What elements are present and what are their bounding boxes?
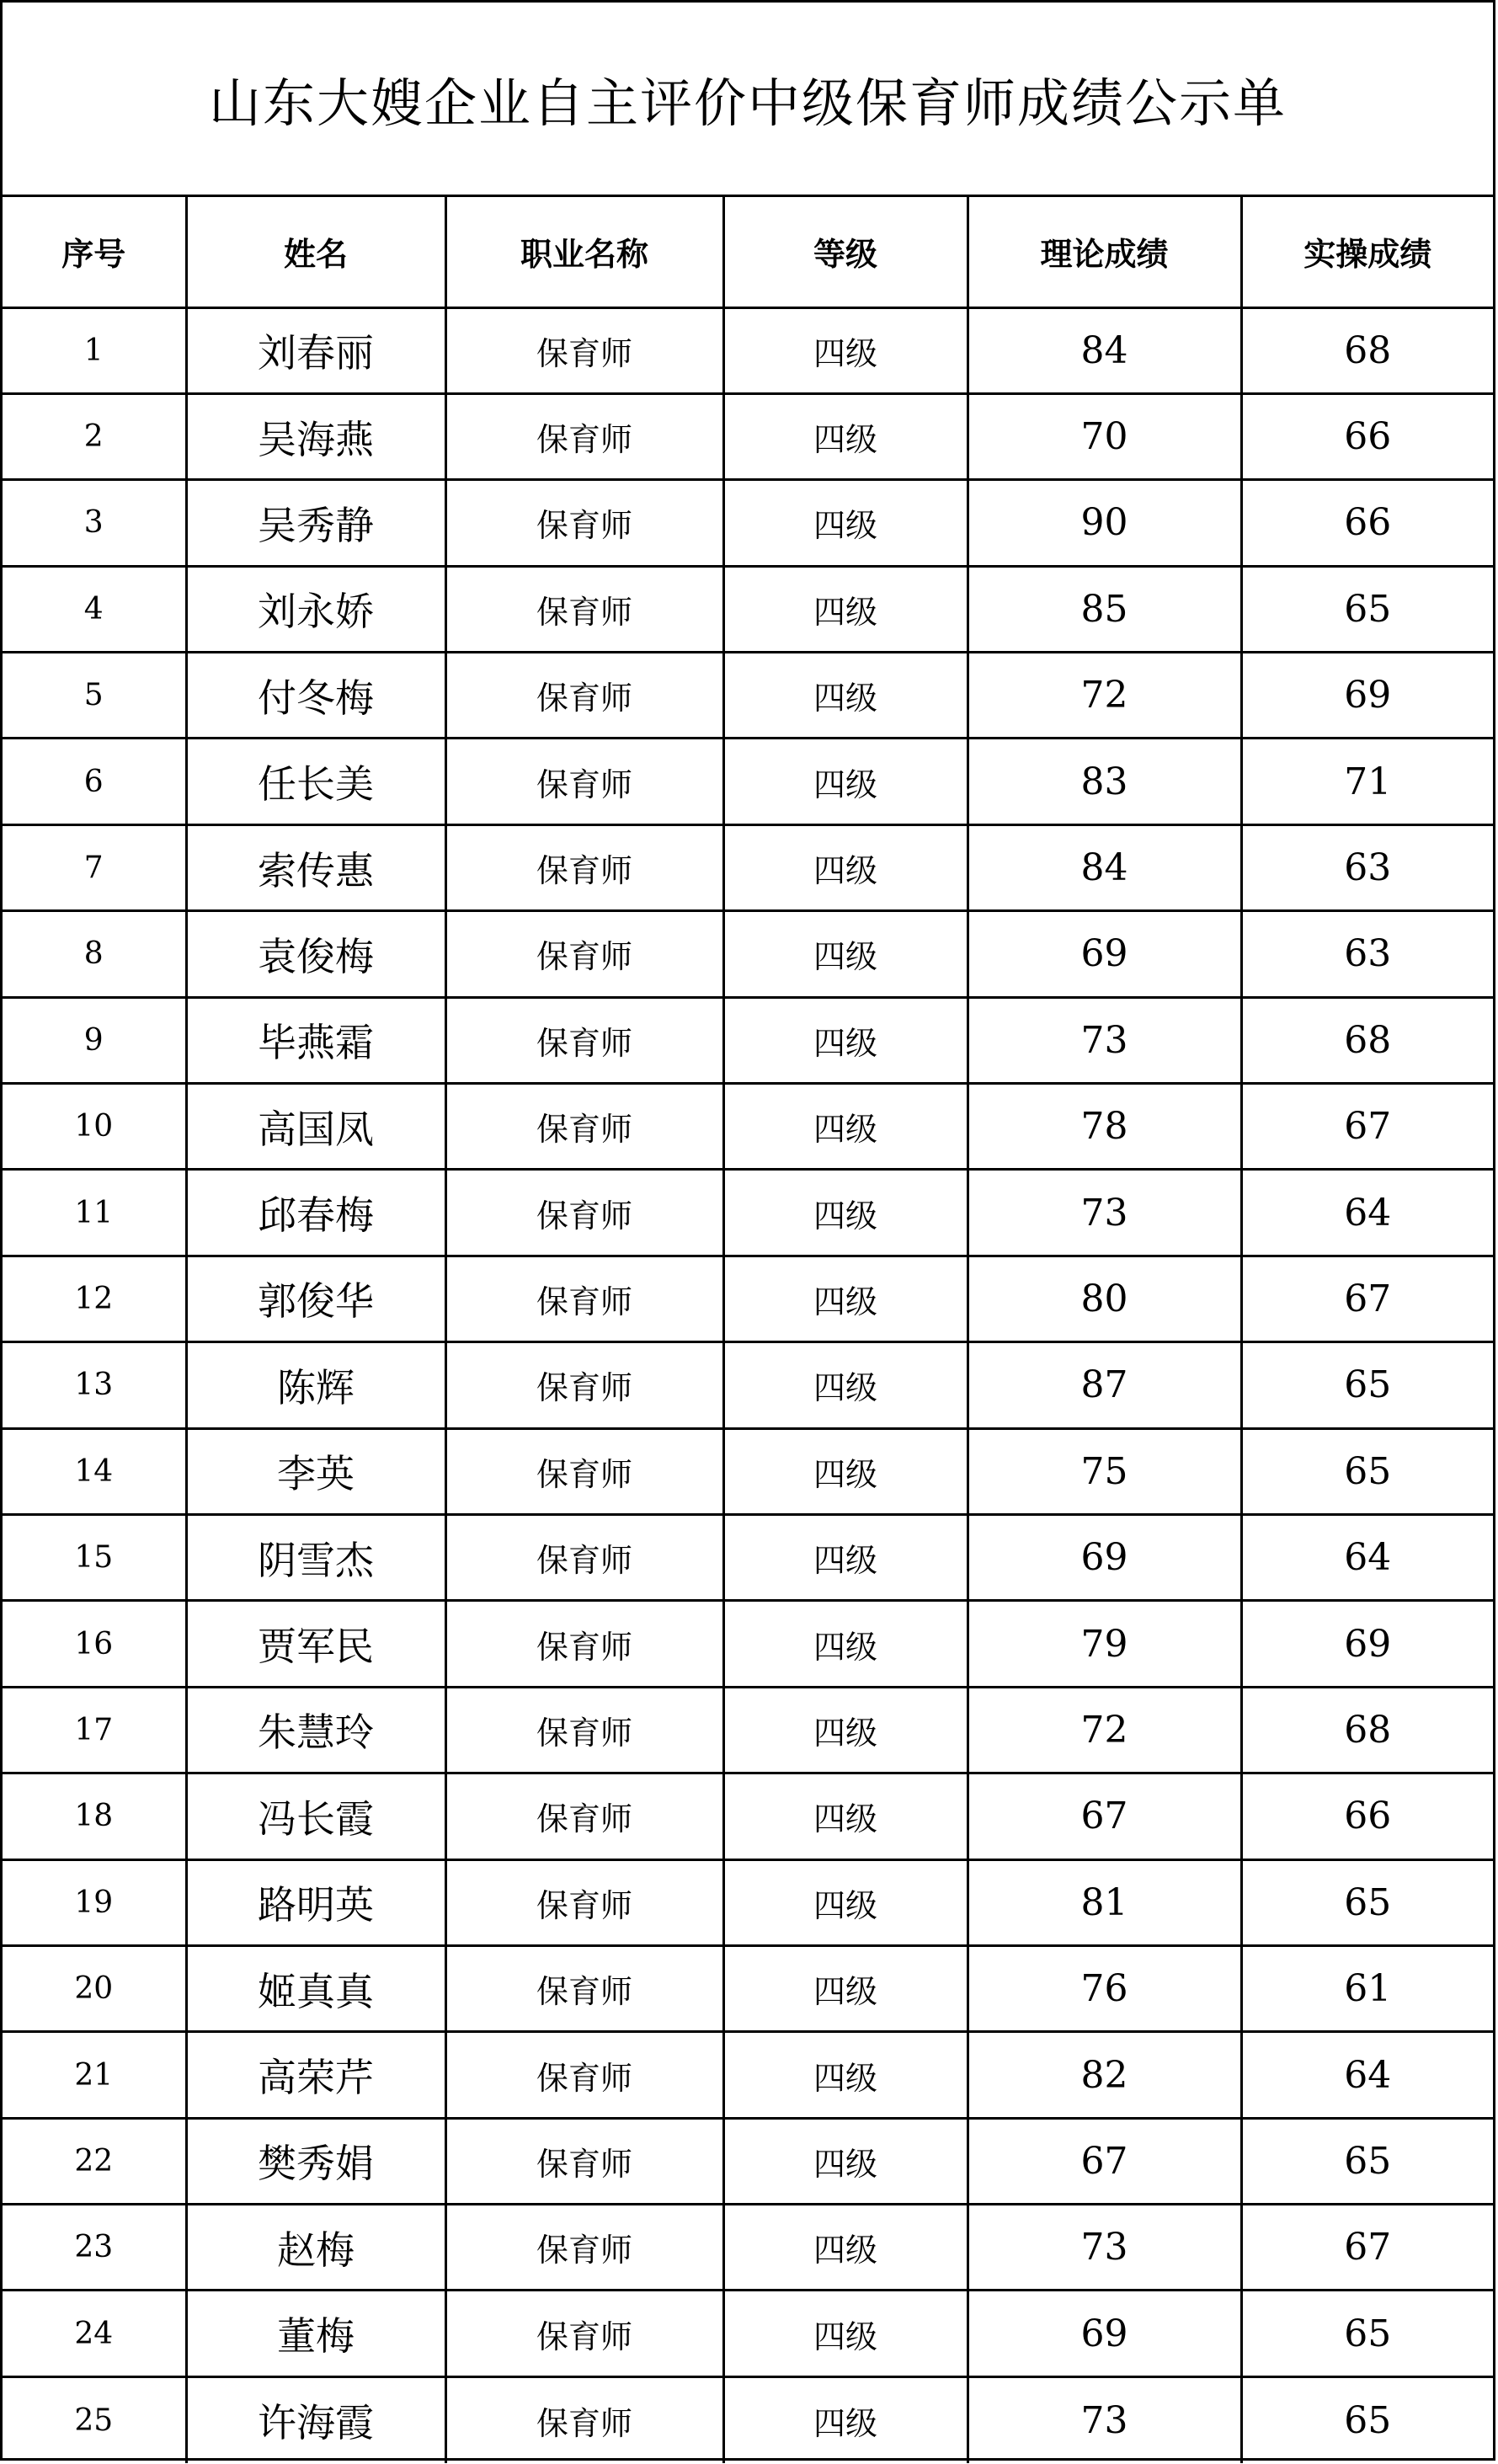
cell-name: 姬真真	[186, 1945, 445, 2031]
cell-theory-score: 72	[968, 653, 1241, 739]
cell-theory-score: 76	[968, 1945, 1241, 2031]
header-name: 姓名	[186, 197, 445, 307]
cell-seq: 9	[3, 997, 186, 1083]
table-row	[3, 911, 1493, 997]
cell-level: 四级	[723, 1342, 968, 1428]
table-row	[3, 739, 1493, 824]
table-row	[3, 1945, 1493, 2031]
cell-level: 四级	[723, 1859, 968, 1945]
cell-occupation: 保育师	[445, 1256, 723, 1341]
header-seq: 序号	[3, 197, 186, 307]
cell-occupation: 保育师	[445, 2376, 723, 2462]
cell-theory-score: 84	[968, 307, 1241, 393]
cell-seq: 7	[3, 824, 186, 910]
table-body	[3, 307, 1493, 2463]
cell-name: 任长美	[186, 739, 445, 824]
cell-occupation: 保育师	[445, 566, 723, 652]
cell-level: 四级	[723, 1687, 968, 1773]
table-row	[3, 307, 1493, 393]
cell-occupation: 保育师	[445, 824, 723, 910]
table-row	[3, 480, 1493, 566]
cell-level: 四级	[723, 997, 968, 1083]
cell-level: 四级	[723, 739, 968, 824]
cell-theory-score: 75	[968, 1428, 1241, 1514]
cell-occupation: 保育师	[445, 1687, 723, 1773]
cell-name: 邱春梅	[186, 1170, 445, 1256]
table-row	[3, 2032, 1493, 2118]
cell-level: 四级	[723, 2118, 968, 2204]
cell-theory-score: 73	[968, 2376, 1241, 2462]
cell-seq: 18	[3, 1773, 186, 1859]
cell-theory-score: 90	[968, 480, 1241, 566]
cell-seq: 15	[3, 1514, 186, 1600]
cell-practice-score: 65	[1241, 2118, 1493, 2204]
cell-occupation: 保育师	[445, 393, 723, 479]
header-practice-score: 实操成绩	[1241, 197, 1493, 307]
cell-theory-score: 87	[968, 1342, 1241, 1428]
cell-name: 吴海燕	[186, 393, 445, 479]
page-title: 山东大嫂企业自主评价中级保育师成绩公示单	[208, 72, 1287, 134]
cell-level: 四级	[723, 2376, 968, 2462]
cell-theory-score: 73	[968, 2205, 1241, 2291]
cell-level: 四级	[723, 824, 968, 910]
cell-theory-score: 80	[968, 1256, 1241, 1341]
cell-occupation: 保育师	[445, 739, 723, 824]
cell-seq: 8	[3, 911, 186, 997]
table-row	[3, 1514, 1493, 1600]
cell-seq: 20	[3, 1945, 186, 2031]
cell-name: 阴雪杰	[186, 1514, 445, 1600]
table-row	[3, 1170, 1493, 1256]
cell-level: 四级	[723, 307, 968, 393]
cell-name: 樊秀娟	[186, 2118, 445, 2204]
cell-level: 四级	[723, 911, 968, 997]
cell-practice-score: 65	[1241, 1342, 1493, 1428]
cell-level: 四级	[723, 2205, 968, 2291]
title-row	[3, 3, 1493, 197]
cell-seq: 17	[3, 1687, 186, 1773]
table-row	[3, 1773, 1493, 1859]
cell-practice-score: 65	[1241, 1428, 1493, 1514]
cell-name: 贾军民	[186, 1601, 445, 1687]
cell-name: 高荣芹	[186, 2032, 445, 2118]
cell-practice-score: 63	[1241, 824, 1493, 910]
cell-occupation: 保育师	[445, 1342, 723, 1428]
cell-level: 四级	[723, 2032, 968, 2118]
table-row	[3, 2205, 1493, 2291]
cell-level: 四级	[723, 1773, 968, 1859]
cell-practice-score: 65	[1344, 2398, 1392, 2442]
cell-seq: 23	[3, 2205, 186, 2291]
cell-seq: 21	[3, 2032, 186, 2118]
cell-practice-score: 66	[1241, 480, 1493, 566]
cell-name: 郭俊华	[186, 1256, 445, 1341]
cell-occupation: 保育师	[445, 307, 723, 393]
cell-occupation: 保育师	[445, 997, 723, 1083]
cell-theory-score: 81	[968, 1859, 1241, 1945]
table-row	[3, 566, 1493, 652]
table-row	[3, 1601, 1493, 1687]
cell-name: 董梅	[186, 2291, 445, 2376]
table-row	[3, 1342, 1493, 1428]
cell-name: 索传惠	[186, 824, 445, 910]
cell-practice-score: 65	[1241, 2291, 1493, 2376]
cell-name: 冯长霞	[186, 1773, 445, 1859]
cell-name: 高国凤	[186, 1084, 445, 1170]
cell-seq: 25	[3, 2376, 186, 2462]
cell-occupation: 保育师	[445, 911, 723, 997]
cell-name: 陈辉	[186, 1342, 445, 1428]
cell-seq: 16	[3, 1601, 186, 1687]
cell-level: 四级	[723, 1514, 968, 1600]
cell-level: 四级	[723, 480, 968, 566]
cell-level: 四级	[723, 566, 968, 652]
table-row	[3, 653, 1493, 739]
cell-seq: 5	[3, 653, 186, 739]
cell-practice-score: 68	[1241, 307, 1493, 393]
cell-name: 李英	[186, 1428, 445, 1514]
cell-occupation: 保育师	[445, 2205, 723, 2291]
cell-level: 四级	[723, 393, 968, 479]
cell-occupation: 保育师	[445, 2032, 723, 2118]
cell-theory-score: 83	[968, 739, 1241, 824]
table-row	[3, 1256, 1493, 1341]
cell-theory-score: 69	[968, 1514, 1241, 1600]
cell-practice-score: 61	[1241, 1945, 1493, 2031]
cell-practice-score: 67	[1241, 1084, 1493, 1170]
cell-occupation: 保育师	[445, 1084, 723, 1170]
cell-occupation: 保育师	[445, 1945, 723, 2031]
cell-seq: 11	[3, 1170, 186, 1256]
cell-practice-score: 64	[1241, 2032, 1493, 2118]
cell-theory-score: 85	[968, 566, 1241, 652]
cell-practice-score: 66	[1241, 1773, 1493, 1859]
cell-seq: 12	[3, 1256, 186, 1341]
cell-theory-score: 79	[968, 1601, 1241, 1687]
cell-name: 刘永娇	[186, 566, 445, 652]
cell-theory-score: 69	[968, 2291, 1241, 2376]
cell-level: 四级	[723, 1601, 968, 1687]
cell-theory-score: 73	[968, 997, 1241, 1083]
cell-theory-score: 82	[968, 2032, 1241, 2118]
cell-name: 付冬梅	[186, 653, 445, 739]
cell-name: 赵梅	[186, 2205, 445, 2291]
cell-name: 吴秀静	[186, 480, 445, 566]
cell-practice-score: 64	[1241, 1170, 1493, 1256]
cell-occupation: 保育师	[445, 2291, 723, 2376]
cell-occupation: 保育师	[445, 1859, 723, 1945]
cell-occupation: 保育师	[445, 1514, 723, 1600]
table-row	[3, 1859, 1493, 1945]
header-theory-score: 理论成绩	[968, 197, 1241, 307]
cell-seq: 13	[3, 1342, 186, 1428]
cell-level: 四级	[723, 1945, 968, 2031]
cell-theory-score: 69	[968, 911, 1241, 997]
cell-seq: 1	[3, 307, 186, 393]
table-row	[3, 2291, 1493, 2376]
table-row	[3, 997, 1493, 1083]
cell-seq: 24	[3, 2291, 186, 2376]
cell-practice-score: 68	[1241, 997, 1493, 1083]
cell-practice-score: 69	[1241, 1601, 1493, 1687]
cell-seq: 14	[3, 1428, 186, 1514]
cell-seq: 6	[3, 739, 186, 824]
cell-theory-score: 84	[968, 824, 1241, 910]
cell-practice-score: 63	[1241, 911, 1493, 997]
header-row	[3, 197, 1493, 307]
table-row	[3, 1428, 1493, 1514]
cell-level: 四级	[723, 2291, 968, 2376]
cell-theory-score: 73	[968, 1170, 1241, 1256]
table-row	[3, 2376, 1493, 2462]
cell-occupation: 保育师	[445, 1601, 723, 1687]
table-row	[3, 824, 1493, 910]
cell-practice-score: 67	[1241, 1256, 1493, 1341]
cell-theory-score: 70	[968, 393, 1241, 479]
header-level: 等级	[723, 197, 968, 307]
cell-practice-score: 64	[1241, 1514, 1493, 1600]
cell-theory-score: 67	[968, 2118, 1241, 2204]
cell-practice-score: 66	[1241, 393, 1493, 479]
cell-level: 四级	[723, 1428, 968, 1514]
cell-practice-score: 71	[1241, 739, 1493, 824]
cell-seq: 3	[3, 480, 186, 566]
cell-name: 刘春丽	[186, 307, 445, 393]
cell-seq: 10	[3, 1084, 186, 1170]
cell-practice-score: 68	[1241, 1687, 1493, 1773]
cell-theory-score: 72	[968, 1687, 1241, 1773]
cell-seq: 19	[3, 1859, 186, 1945]
cell-level: 四级	[723, 1084, 968, 1170]
cell-seq: 4	[3, 566, 186, 652]
cell-name: 袁俊梅	[186, 911, 445, 997]
cell-level: 四级	[723, 1256, 968, 1341]
table-row	[3, 1084, 1493, 1170]
table-row	[3, 1687, 1493, 1773]
cell-theory-score: 78	[968, 1084, 1241, 1170]
cell-name: 许海霞	[186, 2376, 445, 2462]
cell-occupation: 保育师	[445, 2118, 723, 2204]
cell-occupation: 保育师	[445, 653, 723, 739]
cell-occupation: 保育师	[445, 1428, 723, 1514]
table-row	[3, 393, 1493, 479]
cell-seq: 2	[3, 393, 186, 479]
cell-name: 毕燕霜	[186, 997, 445, 1083]
cell-theory-score: 67	[968, 1773, 1241, 1859]
cell-occupation: 保育师	[445, 480, 723, 566]
cell-name: 朱慧玲	[186, 1687, 445, 1773]
cell-level: 四级	[723, 653, 968, 739]
cell-level: 四级	[723, 1170, 968, 1256]
cell-practice-score: 69	[1241, 653, 1493, 739]
cell-occupation: 保育师	[445, 1170, 723, 1256]
cell-practice-score: 67	[1241, 2205, 1493, 2291]
cell-name: 路明英	[186, 1859, 445, 1945]
cell-occupation: 保育师	[445, 1773, 723, 1859]
cell-seq: 22	[3, 2118, 186, 2204]
cell-practice-score: 65	[1241, 1859, 1493, 1945]
header-occupation: 职业名称	[445, 197, 723, 307]
table-row	[3, 2118, 1493, 2204]
score-table	[3, 197, 1493, 2463]
cell-practice-score: 65	[1241, 566, 1493, 652]
